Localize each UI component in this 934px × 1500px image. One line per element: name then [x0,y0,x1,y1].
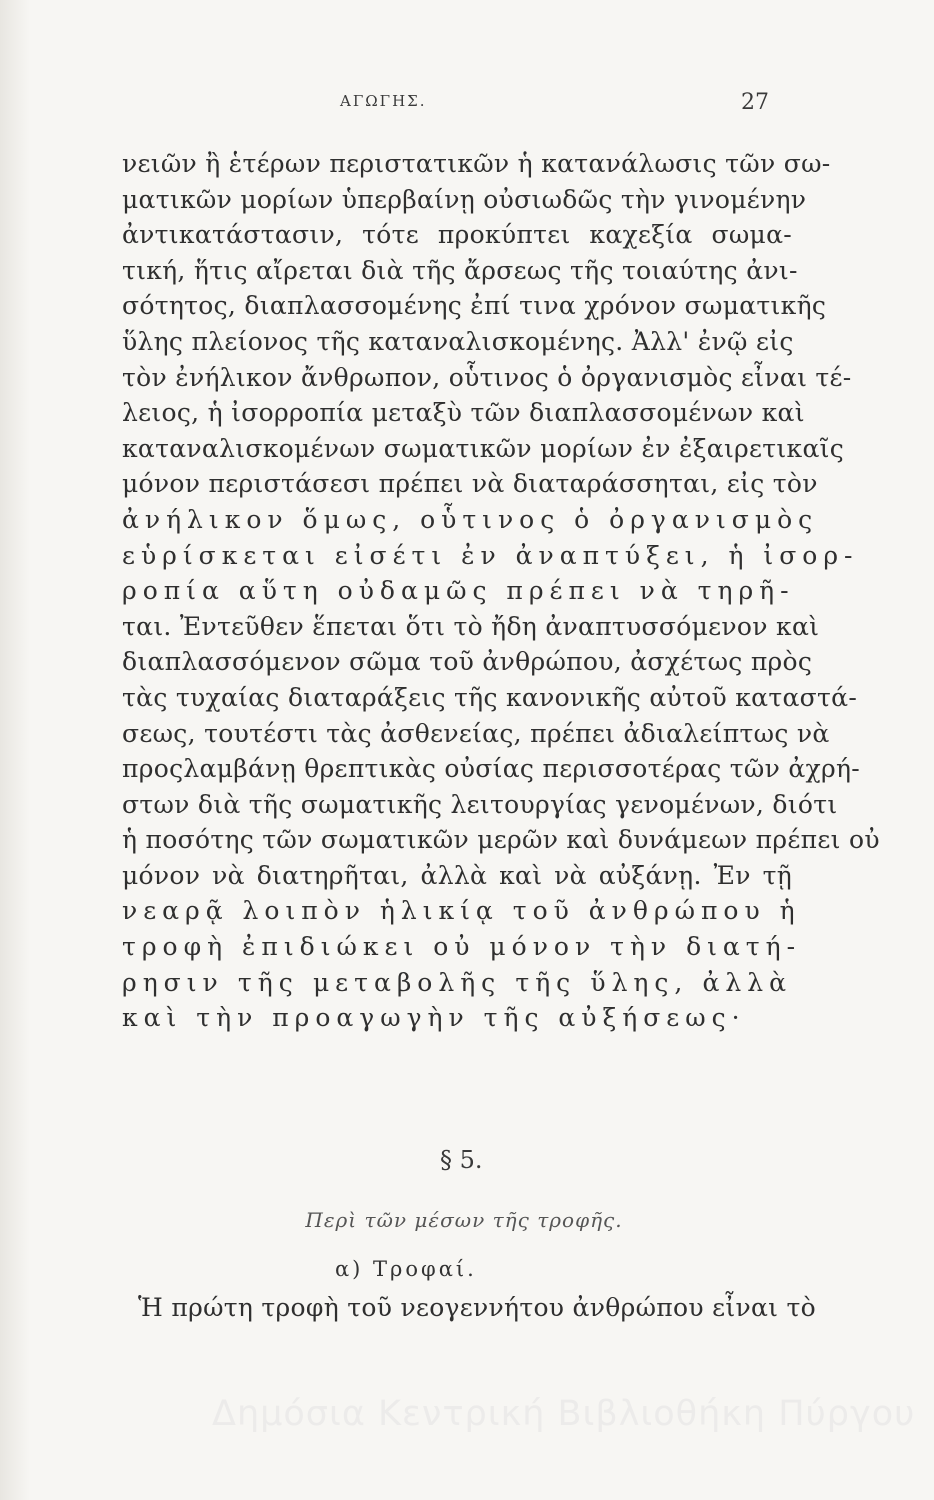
section-mark: § 5. [440,1146,483,1174]
text-line: νειῶν ἢ ἑτέρων περιστατικῶν ἡ κατανάλωσις τῶν σω- [122,149,831,178]
text-line: καταναλισκομένων σωματικῶν μορίων ἐν ἐξαιρετικαῖς [122,433,845,463]
binding-shadow [0,0,30,1500]
text-line: λειος, ἡ ἰσορροπία μεταξὺ τῶν διαπλασσομένων καὶ [122,398,805,428]
subsection-heading: α) Τροφαί. [335,1257,477,1281]
text-line: ὕλης πλείονος τῆς καταναλισκομένης. Ἀλλ' ἐνῷ εἰς [122,326,794,356]
running-head: ΑΓΩΓΗΣ. [340,92,427,110]
page-header [0,92,934,132]
text-line: ἀντικατάστασιν, τότε προκύπτει καχεξία σωμα- [122,220,792,250]
text-line: εὑρίσκεται εἰσέτι ἐν ἀναπτύξει, ἡ ἰσορ- [122,540,859,570]
text-line: προςλαμβάνῃ θρεπτικὰς οὐσίας περισσοτέρας τῶν ἀχρή- [122,754,860,784]
page-number: 27 [741,90,769,115]
text-line: μόνον περιστάσεσι πρέπει νὰ διαταράσσηται, εἰς τὸν [122,469,818,499]
text-line: ματικῶν μορίων ὑπερβαίνῃ οὐσιωδῶς τὴν γινομένην [122,184,807,214]
body-text [122,146,880,1036]
text-line: στων διὰ τῆς σωματικῆς λειτουργίας γενομένων, διότι [122,789,838,819]
text-line: σότητος, διαπλασσομένης ἐπί τινα χρόνον σωματικῆς [122,291,827,321]
text-line: ἡ ποσότης τῶν σωματικῶν μερῶν καὶ δυνάμεων πρέπει οὐ [122,825,880,855]
text-line: μόνον νὰ διατηρῆται, ἀλλὰ καὶ νὰ αὐξάνῃ. Ἐν τῇ [122,860,792,890]
text-line: ροπία αὕτη οὐδαμῶς πρέπει νὰ τηρῆ- [122,576,795,606]
text-line: διαπλασσόμενον σῶμα τοῦ ἀνθρώπου, ἀσχέτως πρὸς [122,647,813,677]
text-line: καὶ τὴν προαγωγὴν τῆς αὐξήσεως· [122,1003,746,1033]
library-watermark: Δημόσια Κεντρική Βιβλιοθήκη Πύργου [212,1394,916,1434]
text-line: ρησιν τῆς μεταβολῆς τῆς ὕλης, ἀλλὰ [122,967,792,997]
text-line: σεως, τουτέστι τὰς ἀσθενείας, πρέπει ἀδιαλείπτως νὰ [122,718,830,748]
text-line: τική, ἥτις αἴρεται διὰ τῆς ἄρσεως τῆς τοιαύτης ἀνι- [122,255,798,285]
text-line: ἀνήλικον ὅμως, οὗτινος ὁ ὀργανισμὸς [122,504,819,534]
text-line: νεαρᾷ λοιπὸν ἡλικίᾳ τοῦ ἀνθρώπου ἡ [122,896,801,926]
section-title: Περὶ τῶν μέσων τῆς τροφῆς. [305,1208,623,1232]
text-line: ται. Ἐντεῦθεν ἕπεται ὅτι τὸ ἤδη ἀναπτυσσόμενον καὶ [122,611,820,641]
text-line: τὸν ἐνήλικον ἄνθρωπον, οὗτινος ὁ ὀργανισμὸς εἶναι τέ- [122,362,852,392]
text-line: τὰς τυχαίας διαταράξεις τῆς κανονικῆς αὐτοῦ καταστά- [122,682,858,712]
text-line: τροφὴ ἐπιδιώκει οὐ μόνον τὴν διατή- [122,932,802,962]
text-line: Ἡ πρώτη τροφὴ τοῦ νεογεννήτου ἀνθρώπου εἶναι τὸ [138,1293,816,1322]
